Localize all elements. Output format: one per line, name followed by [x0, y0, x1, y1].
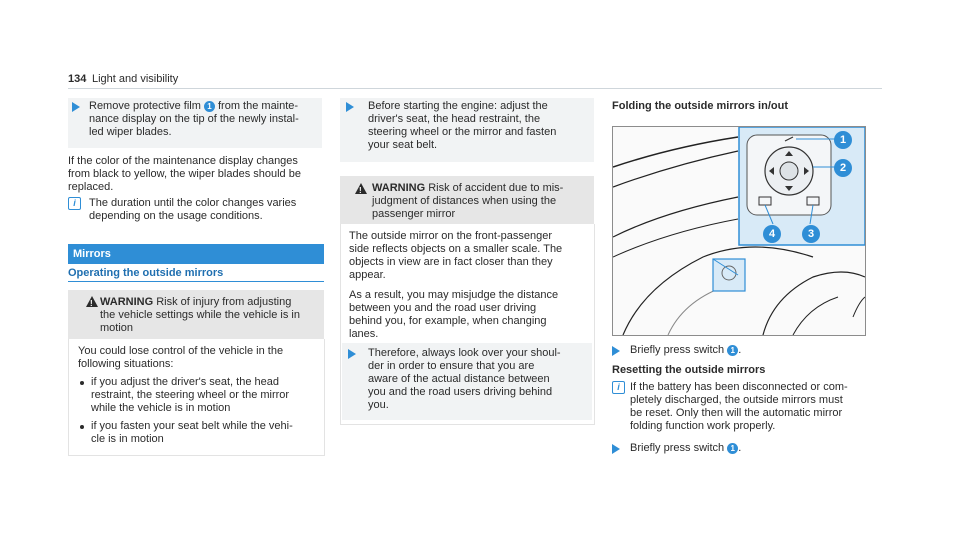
subheading-operating-mirrors: Operating the outside mirrors	[68, 267, 224, 279]
bullet-dot	[80, 381, 84, 385]
info-note-icon: i	[68, 197, 81, 210]
warning-title: WARNING Risk of injury from adjusting the vehicle settings while the vehicle is in motion	[100, 296, 300, 334]
play-triangle-icon	[612, 346, 620, 356]
play-triangle-icon	[612, 444, 620, 454]
subheading-underline	[68, 281, 324, 282]
play-triangle-icon	[348, 349, 356, 359]
header-rule	[68, 88, 882, 89]
warning-title: WARNING Risk of accident due to mis- judgment of distances when using the passenger mirror	[372, 182, 564, 220]
callout-1-icon: 1	[727, 345, 738, 356]
figure-callout-3: 3	[802, 225, 820, 243]
warning-triangle-icon	[86, 296, 98, 307]
warning-bullet-2: if you fasten your seat belt while the vehi- cle is in motion	[91, 420, 293, 445]
warning-triangle-icon	[355, 183, 367, 194]
heading-resetting-mirrors: Resetting the outside mirrors	[612, 364, 766, 376]
section-bar-label: Mirrors	[73, 248, 111, 260]
note-text: The duration until the color changes varies depending on the usage conditions.	[89, 197, 297, 222]
figure-callout-2: 2	[834, 159, 852, 177]
callout-1-icon: 1	[204, 101, 215, 112]
step-text: Briefly press switch 1 .	[630, 442, 742, 454]
bullet-dot	[80, 425, 84, 429]
door-panel-illustration	[613, 127, 865, 335]
running-header: Light and visibility	[92, 73, 179, 85]
warning-intro: You could lose control of the vehicle in the following situations:	[78, 345, 284, 370]
play-triangle-icon	[72, 102, 80, 112]
step-text: Before starting the engine: adjust the driver's seat, the head restraint, the steering wheel or the mirror and fasten your seat belt.	[368, 100, 557, 151]
note-text: If the battery has been disconnected or com- pletely discharged, the outside mirrors must be reset. Only then will the automatic mirror folding function work properly.	[630, 381, 848, 432]
play-triangle-icon	[346, 102, 354, 112]
step-text: Briefly press switch 1 .	[630, 344, 742, 356]
warning-step: Therefore, always look over your shoul- der in order to ensure that you are aware of the actual distance between you and the road users driving behind you.	[368, 347, 561, 411]
warning-paragraph-1: The outside mirror on the front-passenger side reflects objects on a smaller scale. The objects in view are in fact closer than they appear.	[349, 230, 563, 281]
warning-paragraph-2: As a result, you may misjudge the distance between you and the road user driving behind you, for example, when changing lanes.	[349, 289, 559, 340]
heading-folding-mirrors: Folding the outside mirrors in/out	[612, 100, 788, 112]
section-bar-mirrors	[68, 244, 324, 264]
body-paragraph: If the color of the maintenance display changes from black to yellow, the wiper blades should be replaced.	[68, 155, 301, 193]
warning-bullet-1: if you adjust the driver's seat, the head restraint, the steering wheel or the mirror while the vehicle is in motion	[91, 376, 290, 414]
info-note-icon: i	[612, 381, 625, 394]
callout-1-icon: 1	[727, 443, 738, 454]
page-number: 134	[68, 73, 87, 85]
figure-callout-4: 4	[763, 225, 781, 243]
figure-callout-1: 1	[834, 131, 852, 149]
step-text: Remove protective film 1 from the mainte- nance display on the tip of the newly instal- led wiper blades.	[89, 100, 299, 138]
mirror-switch-figure	[612, 126, 866, 336]
